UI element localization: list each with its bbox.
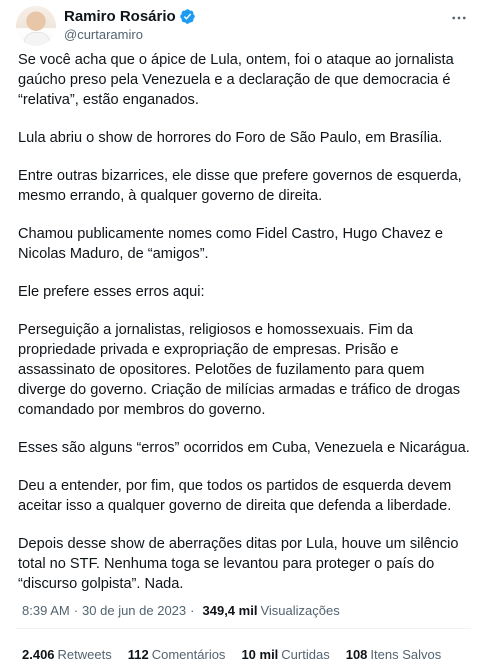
stat-number: 108 [345,646,368,662]
tweet-paragraph: Ele prefere esses erros aqui: [18,284,205,300]
stat-comments[interactable] [128,647,226,662]
tweet-paragraph: Chamou publicamente nomes como Fidel Castro, Hugo Chavez e Nicolas Maduro, de “amigos”. [18,226,444,262]
meta-separator: · [73,602,79,618]
more-dots-icon [450,9,468,27]
divider [16,628,471,629]
tweet-paragraph: Esses são alguns “erros” ocorridos em Cuba, Venezuela e Nicarágua. [18,440,470,456]
more-icon[interactable] [449,8,469,28]
author-block [64,6,196,42]
name-row [64,6,196,26]
tweet-paragraph: Se você acha que o ápice de Lula, ontem, foi o ataque ao jornalista gaúcho preso pela Venezuela e a declaração de que democracia é “relativa”, estão enganados. [18,52,454,108]
tweet-time[interactable]: 8:39 AM [22,602,70,618]
stat-number: 112 [127,646,149,662]
avatar[interactable] [16,6,56,46]
meta-separator: · [190,602,195,618]
stat-likes[interactable] [241,647,329,662]
stat-number: 2.406 [22,646,55,662]
tweet-text [18,50,471,612]
views-count: 349,4 mil [202,602,258,618]
tweet-date[interactable]: 30 de jun de 2023 [82,602,187,618]
stat-bookmarks[interactable] [346,647,442,662]
tweet-paragraph: Deu a entender, por fim, que todos os partidos de esquerda devem aceitar isso a qualquer governo de direita que defenda a liberdade. [18,478,452,514]
tweet-paragraph: Lula abriu o show de horrores do Foro de São Paulo, em Brasília. [18,130,443,146]
stat-label: Itens Salvos [370,646,442,662]
verified-badge-icon [179,8,196,25]
tweet-stats [22,645,457,663]
author-name[interactable]: Ramiro Rosário [64,7,176,25]
tweet-paragraph: Depois desse show de aberrações ditas por Lula, houve um silêncio total no STF. Nenhuma toga se levantou para proteger o país do “discurso golpista”. Nada. [18,536,459,592]
stat-label: Retweets [57,646,112,662]
stat-number: 10 mil [241,646,279,662]
views-label: Visualizações [260,602,340,618]
tweet-header [16,6,471,46]
tweet-paragraph: Perseguição a jornalistas, religiosos e homossexuais. Fim da propriedade privada e expropriação de empresas. Prisão e assassinato de opositores. Pelotões de fuzilamento para quem diverge do governo. Criação de milícias armadas e tráfico de drogas comandado por membros do governo. [18,322,461,418]
stat-retweets[interactable] [22,647,112,662]
tweet-paragraph: Entre outras bizarrices, ele disse que prefere governos de esquerda, mesmo errando, à qualquer governo de direita. [18,168,462,204]
tweet-meta [22,600,340,620]
stat-label: Curtidas [281,646,330,662]
author-handle[interactable]: @curtaramiro [64,27,143,42]
stat-label: Comentários [151,646,226,662]
